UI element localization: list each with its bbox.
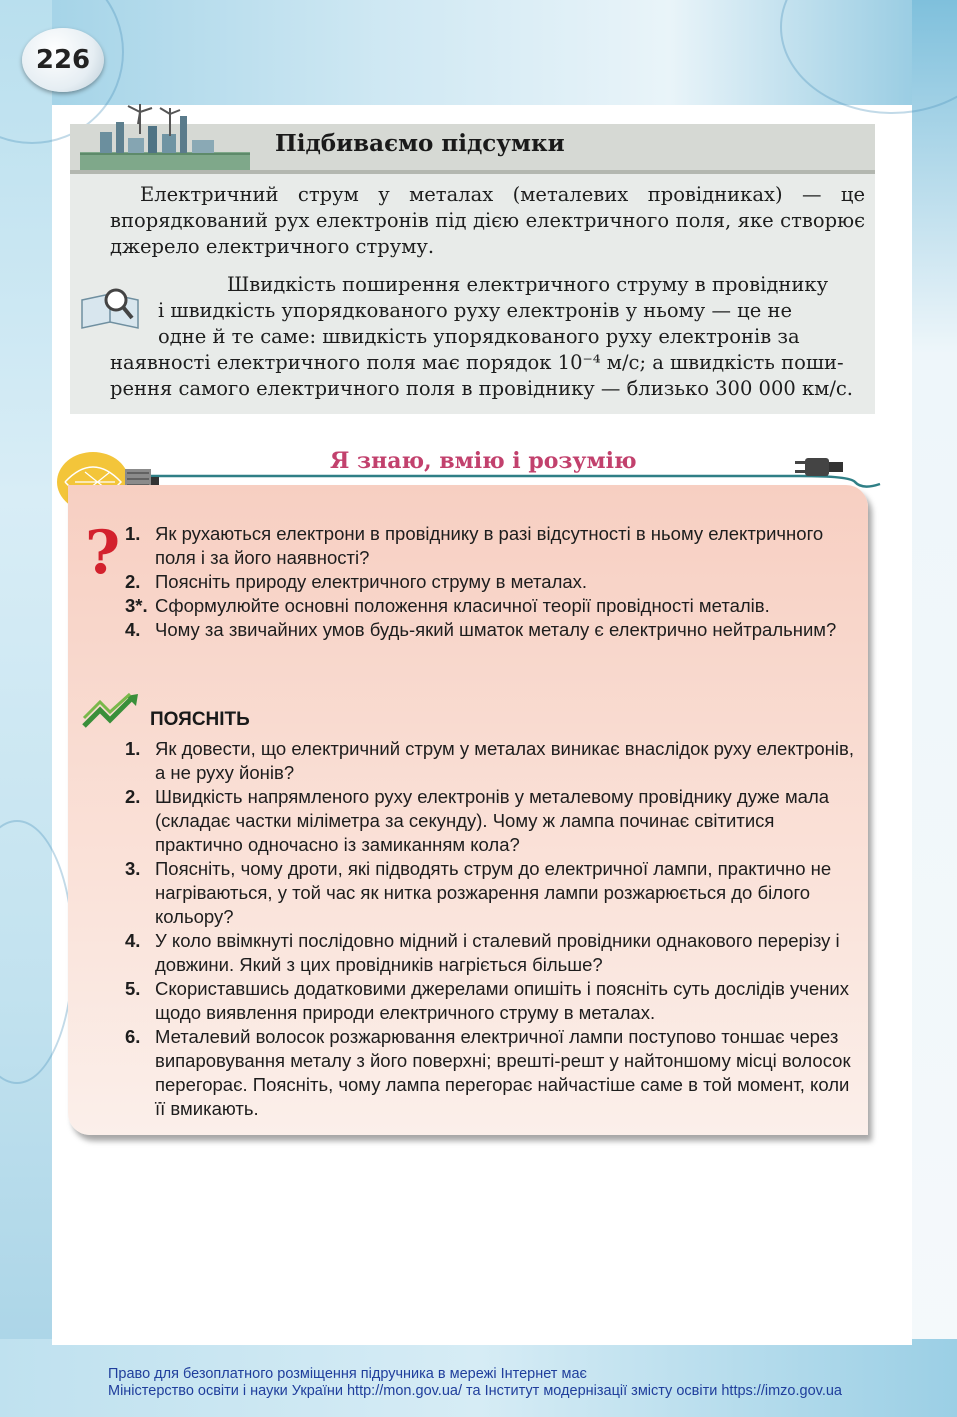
item-text: Як рухаються електрони в провіднику в разі відсутності в ньому електричного поля і за його наявності?	[155, 523, 824, 568]
list-item	[125, 1025, 855, 1121]
left-decorative-band	[0, 0, 52, 1417]
item-number: 3.	[125, 858, 141, 879]
list-item	[125, 570, 855, 594]
plug-icon	[795, 452, 855, 482]
summary-paragraph-2-line: Швидкість поширення електричного струму в провіднику	[227, 273, 829, 296]
know-section-title: Я знаю, вмію і розумію	[330, 448, 637, 474]
list-item	[125, 785, 855, 857]
item-text: Металевий волосок розжарювання електричної лампи поступово тоншає через випаровування металу з його поверхні; врешті-решт у найтоншому місці волосок перегорає. Поясніть, чому лампа перегорає найчастіше саме в той момент, коли її вмикають.	[155, 1026, 851, 1119]
item-text: Як довести, що електричний струм у металах виникає внаслідок руху електронів, а не руху йонів?	[155, 738, 854, 783]
zigzag-arrows-icon	[82, 692, 146, 732]
item-number: 1.	[125, 523, 141, 544]
item-text: Швидкість напрямленого руху електронів у металевому провіднику дуже мала (складає частки міліметра за секунду). Чому ж лампа починає світитися практично одночасно із замиканням кола?	[155, 786, 830, 855]
list-item	[125, 857, 855, 929]
item-text: Скориставшись додатковими джерелами опишіть і поясніть суть дослідів учених щодо виявлення природи електричного струму в металах.	[155, 978, 849, 1023]
list-item	[125, 522, 855, 570]
explain-heading: ПОЯСНІТЬ	[150, 709, 250, 730]
item-number: 2.	[125, 571, 141, 592]
footer-line-1: Право для безоплатного розміщення підручника в мережі Інтернет має	[108, 1366, 587, 1382]
summary-title: Підбиваємо підсумки	[275, 130, 565, 157]
explain-list	[125, 737, 855, 1121]
summary-paragraph-2-line: наявності електричного поля має порядок 10⁻⁴ м/с; а швидкість поши-	[110, 351, 844, 374]
item-number: 4.	[125, 930, 141, 951]
item-text: У коло ввімкнуті послідовно мідний і сталевий провідники однакового перерізу і довжини. Який з цих провідників нагріється більше?	[155, 930, 840, 975]
item-text: Поясніть природу електричного струму в металах.	[155, 571, 588, 592]
footer-notice	[108, 1366, 842, 1400]
item-number: 1.	[125, 738, 141, 759]
item-number: 6.	[125, 1026, 141, 1047]
item-number: 5.	[125, 978, 141, 999]
summary-paragraph-1-text: Електричний струм у металах (металевих провідниках) — це впорядкований рух електронів під дією електричного поля, яке створює джерело електричного струму.	[110, 183, 865, 258]
industrial-city-icon	[80, 104, 250, 170]
item-text: Чому за звичайних умов будь-який шматок металу є електрично нейтральним?	[155, 619, 837, 640]
summary-header	[70, 124, 875, 174]
list-item	[125, 929, 855, 977]
summary-paragraph-2	[110, 272, 865, 402]
summary-paragraph-2-line: одне й те саме: швидкість упорядкованого руху електронів за	[158, 325, 800, 348]
list-item	[125, 737, 855, 785]
footer-line-2: Міністерство освіти і науки України http://mon.gov.ua/ та Інститут модернізації змісту освіти https://imzo.gov.ua	[108, 1383, 842, 1399]
list-item	[125, 618, 855, 642]
summary-box	[70, 124, 875, 414]
list-item	[125, 594, 855, 618]
summary-paragraph-2-line: і швидкість упорядкованого руху електронів у ньому — це не	[158, 299, 792, 322]
list-item	[125, 977, 855, 1025]
question-mark-icon: ?	[85, 518, 121, 588]
summary-paragraph-2-line: рення самого електричного поля в провіднику — близько 300 000 км/с.	[110, 377, 854, 400]
questions-list	[125, 522, 855, 642]
page-number: 226	[22, 28, 104, 92]
item-number: 2.	[125, 786, 141, 807]
item-text: Поясніть, чому дроти, які підводять струм до електричної лампи, практично не нагріваються, у той час як нитка розжарення лампи розжарюється до білого кольору?	[155, 858, 832, 927]
right-decorative-band	[912, 0, 957, 1417]
item-text: Сформулюйте основні положення класичної теорії провідності металів.	[155, 595, 770, 616]
summary-paragraph-1	[110, 182, 865, 260]
item-number: 4.	[125, 619, 141, 640]
item-number: 3*.	[125, 595, 148, 616]
